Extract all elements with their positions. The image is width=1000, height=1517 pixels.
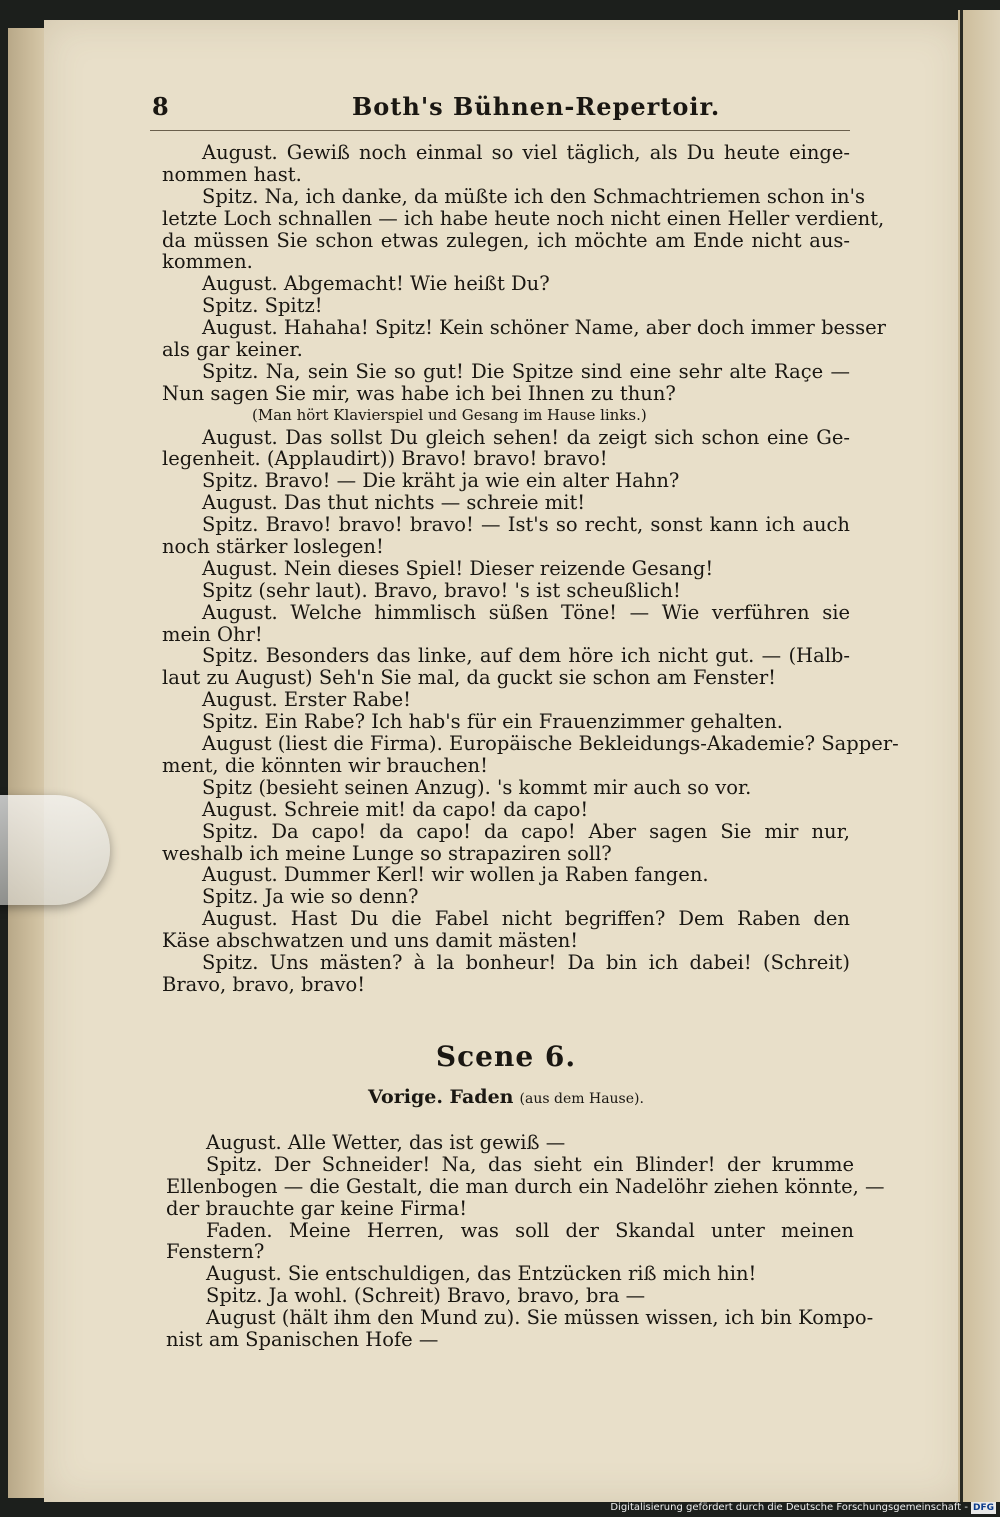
scene-characters-direction: (aus dem Hause). bbox=[519, 1091, 644, 1107]
credit-text: Digitalisierung gefördert durch die Deutsche Forschungsgemeinschaft - bbox=[610, 1502, 968, 1513]
text-line: August (liest die Firma). Europäische Bekleidungs-Akademie? Sapper- bbox=[202, 732, 899, 756]
text-line: der brauchte gar keine Firma! bbox=[166, 1196, 468, 1220]
dfg-logo: DFG bbox=[972, 1503, 994, 1513]
text-line: August. Das thut nichts — schreie mit! bbox=[202, 491, 586, 515]
text-line: Faden. Meine Herren, was soll der Skandal unter meinen bbox=[206, 1218, 854, 1242]
text-line: Spitz. Besonders das linke, auf dem höre ich nicht gut. — (Halb- bbox=[202, 644, 850, 668]
text-line: Spitz. Bravo! bravo! bravo! — Ist's so recht, sonst kann ich auch bbox=[202, 513, 850, 537]
text-line: August (hält ihm den Mund zu). Sie müssen wissen, ich bin Kompo- bbox=[206, 1306, 874, 1330]
text-line: nist am Spanischen Hofe — bbox=[166, 1328, 439, 1352]
text-line: Spitz. Spitz! bbox=[202, 294, 323, 318]
text-line: August. Alle Wetter, das ist gewiß — bbox=[206, 1131, 566, 1154]
scene-characters-main: Vorige. Faden bbox=[368, 1086, 514, 1108]
text-line: Spitz. Der Schneider! Na, das sieht ein Blinder! der krumme bbox=[206, 1152, 854, 1176]
dialogue-block-2 bbox=[166, 1131, 885, 1352]
page-header bbox=[152, 92, 852, 126]
scene-characters bbox=[162, 1086, 850, 1108]
text-line: Spitz. Da capo! da capo! da capo! Aber sagen Sie mir nur, bbox=[202, 819, 850, 843]
text-line: Fenstern? bbox=[166, 1240, 265, 1264]
text-line: August. Hast Du die Fabel nicht begriffen? Dem Raben den bbox=[202, 907, 850, 931]
text-line: Spitz. Ja wie so denn? bbox=[202, 885, 419, 909]
text-line: kommen. bbox=[162, 250, 253, 274]
text-line: Spitz (besieht seinen Anzug). 's kommt mir auch so vor. bbox=[202, 775, 752, 799]
text-line: letzte Loch schnallen — ich habe heute noch nicht einen Heller verdient, bbox=[162, 206, 885, 230]
text-line: Bravo, bravo, bravo! bbox=[162, 972, 366, 996]
text-line: nommen hast. bbox=[162, 162, 302, 186]
text-line: August. Gewiß noch einmal so viel täglich, als Du heute einge- bbox=[202, 141, 850, 164]
text-line: Ellenbogen — die Gestalt, die man durch ein Nadelöhr ziehen könnte, — bbox=[166, 1174, 885, 1198]
text-line: als gar keiner. bbox=[162, 338, 303, 362]
text-line: laut zu August) Seh'n Sie mal, da guckt sie schon am Fenster! bbox=[162, 666, 776, 690]
text-line: noch stärker loslegen! bbox=[162, 535, 384, 559]
text-line: Spitz. Uns mästen? à la bonheur! Da bin ich dabei! (Schreit) bbox=[202, 950, 850, 974]
text-line: Spitz. Ein Rabe? Ich hab's für ein Frauenzimmer gehalten. bbox=[202, 710, 783, 734]
header-rule bbox=[150, 130, 850, 131]
text-line: August. Hahaha! Spitz! Kein schöner Name, aber doch immer besser bbox=[202, 316, 886, 340]
page-number: 8 bbox=[152, 92, 169, 121]
text-line: August. Das sollst Du gleich sehen! da zeigt sich schon eine Ge- bbox=[202, 425, 850, 449]
text-line: weshalb ich meine Lunge so strapaziren soll? bbox=[162, 841, 612, 865]
text-line: August. Schreie mit! da capo! da capo! bbox=[202, 797, 589, 821]
text-line: August. Welche himmlisch süßen Töne! — Wie verführen sie bbox=[202, 600, 850, 624]
scene-heading: Scene 6. bbox=[435, 1040, 577, 1073]
text-line: Spitz. Na, sein Sie so gut! Die Spitze sind eine sehr alte Raçe — bbox=[202, 359, 850, 383]
text-line: Spitz. Na, ich danke, da müßte ich den Schmachtriemen schon in's bbox=[202, 184, 865, 208]
text-line: Spitz. Bravo! — Die kräht ja wie ein alter Hahn? bbox=[202, 469, 680, 493]
running-head: Both's Bühnen-Repertoir. bbox=[352, 92, 721, 121]
paper-clip bbox=[0, 795, 110, 905]
text-line: legenheit. (Applaudirt)) Bravo! bravo! bravo! bbox=[162, 447, 608, 471]
text-line: August. Nein dieses Spiel! Dieser reizende Gesang! bbox=[202, 556, 714, 580]
text-line: Spitz (sehr laut). Bravo, bravo! 's ist scheußlich! bbox=[202, 578, 681, 602]
text-line: Nun sagen Sie mir, was habe ich bei Ihnen zu thun? bbox=[162, 381, 676, 405]
text-line: Käse abschwatzen und uns damit mästen! bbox=[162, 929, 579, 953]
text-line: ment, die könnten wir brauchen! bbox=[162, 753, 488, 777]
digitization-credit bbox=[600, 1502, 996, 1516]
stage-direction: (Man hört Klavierspiel und Gesang im Hause links.) bbox=[252, 405, 647, 424]
text-line: August. Abgemacht! Wie heißt Du? bbox=[202, 272, 550, 296]
text-line: Spitz. Ja wohl. (Schreit) Bravo, bravo, bra — bbox=[206, 1284, 646, 1308]
text-line: August. Erster Rabe! bbox=[202, 688, 411, 712]
text-line: da müssen Sie schon etwas zulegen, ich möchte am Ende nicht aus- bbox=[162, 228, 850, 252]
text-line: August. Sie entschuldigen, das Entzücken riß mich hin! bbox=[206, 1262, 757, 1286]
text-line: August. Dummer Kerl! wir wollen ja Raben fangen. bbox=[202, 863, 709, 887]
dialogue-block-1 bbox=[162, 141, 899, 996]
text-line: mein Ohr! bbox=[162, 622, 263, 646]
